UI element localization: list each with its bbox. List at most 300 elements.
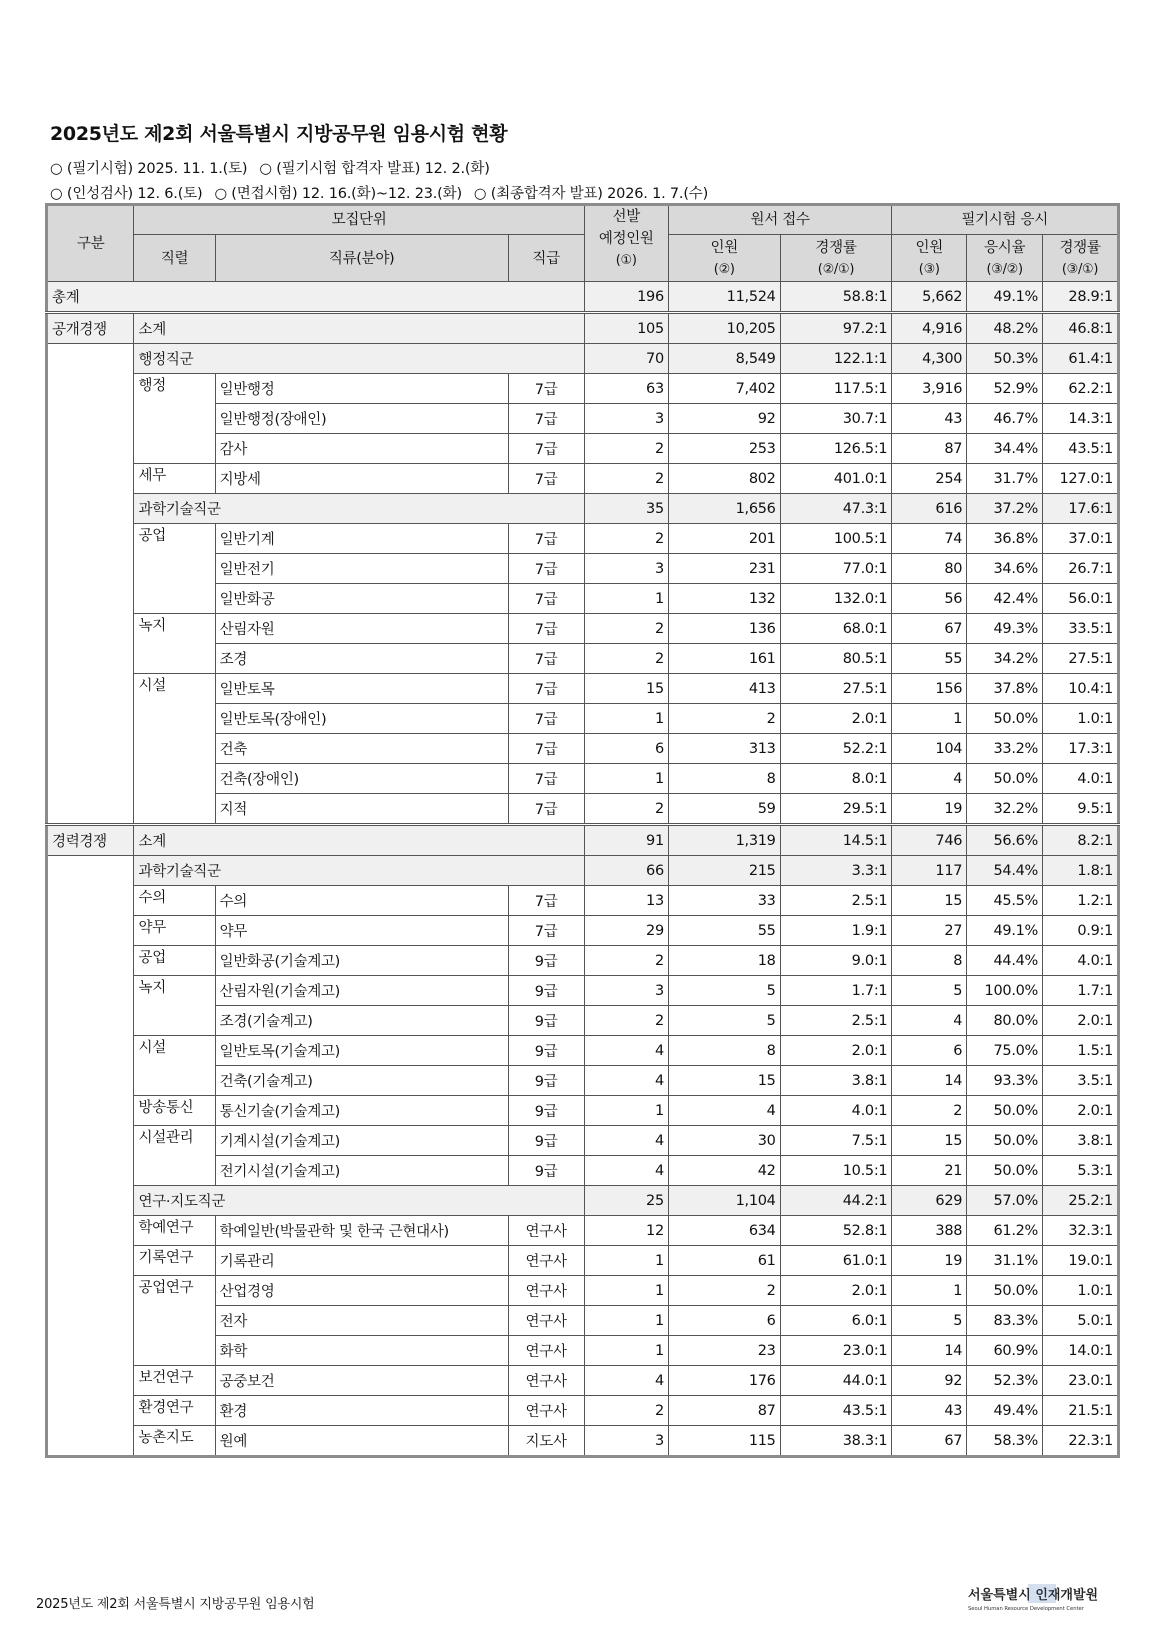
series-cell: 시설 <box>134 674 215 825</box>
take-ratio-cell: 1.5:1 <box>1043 1036 1119 1066</box>
table-row <box>47 1126 1119 1156</box>
take-ratio-cell: 4.0:1 <box>1043 764 1119 794</box>
applicants-cell: 115 <box>668 1426 780 1457</box>
take-rate-cell: 37.8% <box>967 674 1043 704</box>
group-row <box>47 344 1119 374</box>
planned-count-cell: 3 <box>584 554 668 584</box>
take-ratio-cell: 8.2:1 <box>1043 825 1119 856</box>
take-rate-cell: 34.6% <box>967 554 1043 584</box>
grade-cell: 7급 <box>508 764 584 794</box>
applicants-cell: 313 <box>668 734 780 764</box>
take-rate-cell: 54.4% <box>967 856 1043 886</box>
take-ratio-cell: 2.0:1 <box>1043 1006 1119 1036</box>
app-ratio-cell: 30.7:1 <box>780 404 892 434</box>
planned-count-cell: 4 <box>584 1066 668 1096</box>
planned-count-cell: 2 <box>584 1006 668 1036</box>
planned-count-cell: 2 <box>584 1396 668 1426</box>
take-rate-cell: 75.0% <box>967 1036 1043 1066</box>
applicants-cell: 23 <box>668 1336 780 1366</box>
take-ratio-cell: 14.0:1 <box>1043 1336 1119 1366</box>
group-row <box>47 494 1119 524</box>
planned-count-cell: 1 <box>584 764 668 794</box>
grade-cell: 7급 <box>508 644 584 674</box>
takers-cell: 74 <box>892 524 967 554</box>
takers-cell: 8 <box>892 946 967 976</box>
applicants-cell: 132 <box>668 584 780 614</box>
field-cell: 환경 <box>215 1396 508 1426</box>
take-rate-cell: 49.1% <box>967 282 1043 313</box>
field-cell: 건축(장애인) <box>215 764 508 794</box>
field-cell: 산림자원(기술계고) <box>215 976 508 1006</box>
subtotal-label: 소계 <box>134 825 584 856</box>
planned-count-cell: 4 <box>584 1156 668 1186</box>
app-ratio-cell: 117.5:1 <box>780 374 892 404</box>
applicants-cell: 33 <box>668 886 780 916</box>
applicants-cell: 161 <box>668 644 780 674</box>
series-cell: 시설관리 <box>134 1126 215 1186</box>
series-cell: 공업 <box>134 524 215 614</box>
takers-cell: 43 <box>892 404 967 434</box>
app-ratio-cell: 52.2:1 <box>780 734 892 764</box>
category-blank-cell <box>47 856 134 1457</box>
planned-count-cell: 2 <box>584 464 668 494</box>
app-ratio-cell: 8.0:1 <box>780 764 892 794</box>
take-rate-cell: 45.5% <box>967 886 1043 916</box>
applicants-cell: 61 <box>668 1246 780 1276</box>
applicants-cell: 7,402 <box>668 374 780 404</box>
takers-cell: 4,300 <box>892 344 967 374</box>
table-row <box>47 1036 1119 1066</box>
take-ratio-cell: 62.2:1 <box>1043 374 1119 404</box>
app-ratio-cell: 2.5:1 <box>780 1006 892 1036</box>
footer-caption: 2025년도 제2회 서울특별시 지방공무원 임용시험 <box>36 1597 315 1612</box>
grade-cell: 9급 <box>508 1036 584 1066</box>
series-cell: 녹지 <box>134 614 215 674</box>
planned-count-cell: 13 <box>584 886 668 916</box>
header-jikgeup: 직급 <box>508 235 584 282</box>
planned-count-cell: 12 <box>584 1216 668 1246</box>
takers-cell: 67 <box>892 1426 967 1457</box>
take-rate-cell: 50.0% <box>967 1156 1043 1186</box>
series-cell: 수의 <box>134 886 215 916</box>
series-cell: 시설 <box>134 1036 215 1096</box>
take-rate-cell: 100.0% <box>967 976 1043 1006</box>
header-note: (②/①) <box>817 262 855 277</box>
field-cell: 산업경영 <box>215 1276 508 1306</box>
planned-count-cell: 1 <box>584 704 668 734</box>
applicants-cell: 18 <box>668 946 780 976</box>
planned-count-cell: 1 <box>584 1246 668 1276</box>
table-row <box>47 1426 1119 1457</box>
field-cell: 일반전기 <box>215 554 508 584</box>
takers-cell: 15 <box>892 1126 967 1156</box>
header-gubun: 구분 <box>47 205 134 282</box>
take-ratio-cell: 1.7:1 <box>1043 976 1119 1006</box>
applicants-cell: 413 <box>668 674 780 704</box>
takers-cell: 43 <box>892 1396 967 1426</box>
applicants-cell: 30 <box>668 1126 780 1156</box>
app-ratio-cell: 132.0:1 <box>780 584 892 614</box>
takers-cell: 87 <box>892 434 967 464</box>
applicants-cell: 59 <box>668 794 780 825</box>
take-ratio-cell: 56.0:1 <box>1043 584 1119 614</box>
grade-cell: 연구사 <box>508 1366 584 1396</box>
app-ratio-cell: 1.9:1 <box>780 916 892 946</box>
table-row <box>47 1396 1119 1426</box>
planned-count-cell: 3 <box>584 1426 668 1457</box>
take-ratio-cell: 14.3:1 <box>1043 404 1119 434</box>
applicants-cell: 136 <box>668 614 780 644</box>
grade-cell: 연구사 <box>508 1276 584 1306</box>
header-seonbal <box>584 205 668 282</box>
applicants-cell: 4 <box>668 1096 780 1126</box>
takers-cell: 254 <box>892 464 967 494</box>
header-inwon <box>668 235 780 282</box>
app-ratio-cell: 44.2:1 <box>780 1186 892 1216</box>
applicants-cell: 1,656 <box>668 494 780 524</box>
take-rate-cell: 50.0% <box>967 704 1043 734</box>
app-ratio-cell: 4.0:1 <box>780 1096 892 1126</box>
grade-cell: 7급 <box>508 614 584 644</box>
header-gyeongjaeng3 <box>1043 235 1119 282</box>
table-row <box>47 614 1119 644</box>
header-note: (②) <box>713 262 735 277</box>
table-row <box>47 886 1119 916</box>
series-cell: 행정 <box>134 374 215 464</box>
take-rate-cell: 34.2% <box>967 644 1043 674</box>
takers-cell: 56 <box>892 584 967 614</box>
take-ratio-cell: 33.5:1 <box>1043 614 1119 644</box>
field-cell: 원예 <box>215 1426 508 1457</box>
total-row <box>47 282 1119 313</box>
grade-cell: 7급 <box>508 704 584 734</box>
applicants-cell: 8 <box>668 1036 780 1066</box>
app-ratio-cell: 23.0:1 <box>780 1336 892 1366</box>
take-ratio-cell: 1.0:1 <box>1043 704 1119 734</box>
category-label: 공개경쟁 <box>47 313 134 344</box>
field-cell: 일반토목(장애인) <box>215 704 508 734</box>
field-cell: 전기시설(기술계고) <box>215 1156 508 1186</box>
header-wonseo: 원서 접수 <box>668 205 891 235</box>
planned-count-cell: 25 <box>584 1186 668 1216</box>
app-ratio-cell: 126.5:1 <box>780 434 892 464</box>
header-label: 인원 <box>710 240 738 256</box>
take-ratio-cell: 127.0:1 <box>1043 464 1119 494</box>
grade-cell: 9급 <box>508 1006 584 1036</box>
table-row <box>47 976 1119 1006</box>
take-rate-cell: 50.0% <box>967 1096 1043 1126</box>
take-rate-cell: 58.3% <box>967 1426 1043 1457</box>
grade-cell: 9급 <box>508 1066 584 1096</box>
take-rate-cell: 49.1% <box>967 916 1043 946</box>
grade-cell: 7급 <box>508 794 584 825</box>
header-label: 응시율 <box>984 240 1026 256</box>
take-rate-cell: 49.3% <box>967 614 1043 644</box>
app-ratio-cell: 3.3:1 <box>780 856 892 886</box>
planned-count-cell: 3 <box>584 976 668 1006</box>
field-cell: 일반기계 <box>215 524 508 554</box>
app-ratio-cell: 10.5:1 <box>780 1156 892 1186</box>
grade-cell: 연구사 <box>508 1246 584 1276</box>
planned-count-cell: 15 <box>584 674 668 704</box>
header-label: 경쟁률 <box>1059 240 1101 256</box>
grade-cell: 7급 <box>508 434 584 464</box>
planned-count-cell: 3 <box>584 404 668 434</box>
applicants-cell: 15 <box>668 1066 780 1096</box>
field-cell: 공중보건 <box>215 1366 508 1396</box>
takers-cell: 14 <box>892 1336 967 1366</box>
takers-cell: 616 <box>892 494 967 524</box>
field-cell: 건축(기술계고) <box>215 1066 508 1096</box>
table-row <box>47 916 1119 946</box>
take-rate-cell: 52.9% <box>967 374 1043 404</box>
group-row <box>47 856 1119 886</box>
schedule-item: ○ (필기시험 합격자 발표) 12. 2.(화) <box>259 161 490 177</box>
field-cell: 일반화공 <box>215 584 508 614</box>
applicants-cell: 1,319 <box>668 825 780 856</box>
header-mojip: 모집단위 <box>134 205 584 235</box>
header-label: 경쟁률 <box>815 240 857 256</box>
app-ratio-cell: 27.5:1 <box>780 674 892 704</box>
takers-cell: 388 <box>892 1216 967 1246</box>
take-ratio-cell: 9.5:1 <box>1043 794 1119 825</box>
job-group-label: 과학기술직군 <box>134 856 584 886</box>
takers-cell: 19 <box>892 1246 967 1276</box>
subtotal-row <box>47 825 1119 856</box>
applicants-cell: 2 <box>668 1276 780 1306</box>
takers-cell: 104 <box>892 734 967 764</box>
table-row <box>47 374 1119 404</box>
grade-cell: 7급 <box>508 584 584 614</box>
field-cell: 통신기술(기술계고) <box>215 1096 508 1126</box>
header-gyeongjaeng <box>780 235 892 282</box>
subtotal-row <box>47 313 1119 344</box>
grade-cell: 9급 <box>508 1126 584 1156</box>
app-ratio-cell: 3.8:1 <box>780 1066 892 1096</box>
grade-cell: 9급 <box>508 1096 584 1126</box>
take-rate-cell: 50.0% <box>967 1276 1043 1306</box>
series-cell: 환경연구 <box>134 1396 215 1426</box>
planned-count-cell: 91 <box>584 825 668 856</box>
planned-count-cell: 70 <box>584 344 668 374</box>
planned-count-cell: 196 <box>584 282 668 313</box>
applicants-cell: 634 <box>668 1216 780 1246</box>
takers-cell: 15 <box>892 886 967 916</box>
take-ratio-cell: 22.3:1 <box>1043 1426 1119 1457</box>
applicants-cell: 10,205 <box>668 313 780 344</box>
takers-cell: 1 <box>892 1276 967 1306</box>
field-cell: 건축 <box>215 734 508 764</box>
table-row <box>47 946 1119 976</box>
field-cell: 일반행정(장애인) <box>215 404 508 434</box>
category-blank-cell <box>47 344 134 825</box>
applicants-cell: 201 <box>668 524 780 554</box>
schedule-item: ○ (인성검사) 12. 6.(토) <box>50 186 203 202</box>
take-rate-cell: 31.1% <box>967 1246 1043 1276</box>
series-cell: 농촌지도 <box>134 1426 215 1457</box>
app-ratio-cell: 2.0:1 <box>780 1276 892 1306</box>
app-ratio-cell: 47.3:1 <box>780 494 892 524</box>
app-ratio-cell: 7.5:1 <box>780 1126 892 1156</box>
take-rate-cell: 46.7% <box>967 404 1043 434</box>
app-ratio-cell: 2.0:1 <box>780 1036 892 1066</box>
logo-text-ko: 서울특별시 인재개발원 <box>968 1588 1098 1603</box>
grade-cell: 지도사 <box>508 1426 584 1457</box>
take-ratio-cell: 23.0:1 <box>1043 1366 1119 1396</box>
field-cell: 일반화공(기술계고) <box>215 946 508 976</box>
app-ratio-cell: 44.0:1 <box>780 1366 892 1396</box>
take-ratio-cell: 3.5:1 <box>1043 1066 1119 1096</box>
take-ratio-cell: 37.0:1 <box>1043 524 1119 554</box>
take-rate-cell: 32.2% <box>967 794 1043 825</box>
table-row <box>47 464 1119 494</box>
planned-count-cell: 1 <box>584 1336 668 1366</box>
takers-cell: 117 <box>892 856 967 886</box>
take-rate-cell: 83.3% <box>967 1306 1043 1336</box>
take-rate-cell: 60.9% <box>967 1336 1043 1366</box>
takers-cell: 80 <box>892 554 967 584</box>
header-note: (③) <box>918 262 940 277</box>
planned-count-cell: 2 <box>584 644 668 674</box>
series-cell: 기록연구 <box>134 1246 215 1276</box>
take-ratio-cell: 3.8:1 <box>1043 1126 1119 1156</box>
app-ratio-cell: 38.3:1 <box>780 1426 892 1457</box>
takers-cell: 14 <box>892 1066 967 1096</box>
applicants-cell: 5 <box>668 976 780 1006</box>
table-row <box>47 1366 1119 1396</box>
app-ratio-cell: 1.7:1 <box>780 976 892 1006</box>
takers-cell: 5,662 <box>892 282 967 313</box>
field-cell: 일반토목 <box>215 674 508 704</box>
app-ratio-cell: 9.0:1 <box>780 946 892 976</box>
planned-count-cell: 63 <box>584 374 668 404</box>
schedule-line-1 <box>50 157 502 178</box>
schedule-item: ○ (면접시험) 12. 16.(화)~12. 23.(화) <box>214 186 462 202</box>
applicants-cell: 8,549 <box>668 344 780 374</box>
field-cell: 화학 <box>215 1336 508 1366</box>
takers-cell: 55 <box>892 644 967 674</box>
take-ratio-cell: 28.9:1 <box>1043 282 1119 313</box>
series-cell: 약무 <box>134 916 215 946</box>
applicants-cell: 231 <box>668 554 780 584</box>
planned-count-cell: 2 <box>584 524 668 554</box>
grade-cell: 7급 <box>508 886 584 916</box>
take-ratio-cell: 2.0:1 <box>1043 1096 1119 1126</box>
take-rate-cell: 52.3% <box>967 1366 1043 1396</box>
table-row <box>47 1216 1119 1246</box>
planned-count-cell: 4 <box>584 1126 668 1156</box>
field-cell: 전자 <box>215 1306 508 1336</box>
applicants-cell: 42 <box>668 1156 780 1186</box>
grade-cell: 7급 <box>508 916 584 946</box>
series-cell: 보건연구 <box>134 1366 215 1396</box>
takers-cell: 27 <box>892 916 967 946</box>
takers-cell: 21 <box>892 1156 967 1186</box>
app-ratio-cell: 122.1:1 <box>780 344 892 374</box>
field-cell: 약무 <box>215 916 508 946</box>
app-ratio-cell: 100.5:1 <box>780 524 892 554</box>
table-body <box>47 282 1119 1457</box>
takers-cell: 5 <box>892 1306 967 1336</box>
take-ratio-cell: 27.5:1 <box>1043 644 1119 674</box>
take-rate-cell: 56.6% <box>967 825 1043 856</box>
category-label: 경력경쟁 <box>47 825 134 856</box>
take-rate-cell: 50.0% <box>967 1126 1043 1156</box>
header-jikryeol: 직렬 <box>134 235 215 282</box>
takers-cell: 67 <box>892 614 967 644</box>
applicants-cell: 215 <box>668 856 780 886</box>
applicants-cell: 1,104 <box>668 1186 780 1216</box>
header-note: (③/①) <box>1061 262 1099 277</box>
table-row <box>47 1276 1119 1306</box>
takers-cell: 1 <box>892 704 967 734</box>
series-cell: 공업 <box>134 946 215 976</box>
app-ratio-cell: 6.0:1 <box>780 1306 892 1336</box>
logo-text-en: Seoul Human Resource Development Center <box>968 1606 1084 1612</box>
planned-count-cell: 35 <box>584 494 668 524</box>
series-cell: 세무 <box>134 464 215 494</box>
applicants-cell: 5 <box>668 1006 780 1036</box>
applicants-cell: 2 <box>668 704 780 734</box>
job-group-label: 행정직군 <box>134 344 584 374</box>
app-ratio-cell: 401.0:1 <box>780 464 892 494</box>
grade-cell: 7급 <box>508 374 584 404</box>
take-rate-cell: 31.7% <box>967 464 1043 494</box>
header-seonbal-note: (①) <box>615 253 637 268</box>
take-ratio-cell: 61.4:1 <box>1043 344 1119 374</box>
take-rate-cell: 36.8% <box>967 524 1043 554</box>
take-rate-cell: 80.0% <box>967 1006 1043 1036</box>
take-ratio-cell: 1.8:1 <box>1043 856 1119 886</box>
exam-status-table <box>45 203 1120 1458</box>
take-ratio-cell: 19.0:1 <box>1043 1246 1119 1276</box>
logo-accent-box <box>1028 1584 1056 1603</box>
grade-cell: 7급 <box>508 674 584 704</box>
applicants-cell: 87 <box>668 1396 780 1426</box>
takers-cell: 3,916 <box>892 374 967 404</box>
grade-cell: 9급 <box>508 946 584 976</box>
takers-cell: 156 <box>892 674 967 704</box>
grade-cell: 9급 <box>508 1156 584 1186</box>
takers-cell: 5 <box>892 976 967 1006</box>
planned-count-cell: 1 <box>584 1306 668 1336</box>
take-rate-cell: 93.3% <box>967 1066 1043 1096</box>
header-inwon3 <box>892 235 967 282</box>
take-ratio-cell: 25.2:1 <box>1043 1186 1119 1216</box>
table-row <box>47 1096 1119 1126</box>
header-seonbal-line2: 예정인원 <box>598 231 654 247</box>
take-ratio-cell: 4.0:1 <box>1043 946 1119 976</box>
applicants-cell: 55 <box>668 916 780 946</box>
field-cell: 지적 <box>215 794 508 825</box>
take-ratio-cell: 1.2:1 <box>1043 886 1119 916</box>
table-row <box>47 1246 1119 1276</box>
takers-cell: 4 <box>892 1006 967 1036</box>
job-group-label: 연구·지도직군 <box>134 1186 584 1216</box>
field-cell: 조경 <box>215 644 508 674</box>
applicants-cell: 92 <box>668 404 780 434</box>
grade-cell: 연구사 <box>508 1336 584 1366</box>
field-cell: 학예일반(박물관학 및 한국 근현대사) <box>215 1216 508 1246</box>
take-rate-cell: 50.0% <box>967 764 1043 794</box>
field-cell: 감사 <box>215 434 508 464</box>
group-row <box>47 1186 1119 1216</box>
header-label: 인원 <box>915 240 943 256</box>
app-ratio-cell: 52.8:1 <box>780 1216 892 1246</box>
take-rate-cell: 48.2% <box>967 313 1043 344</box>
takers-cell: 92 <box>892 1366 967 1396</box>
app-ratio-cell: 68.0:1 <box>780 614 892 644</box>
